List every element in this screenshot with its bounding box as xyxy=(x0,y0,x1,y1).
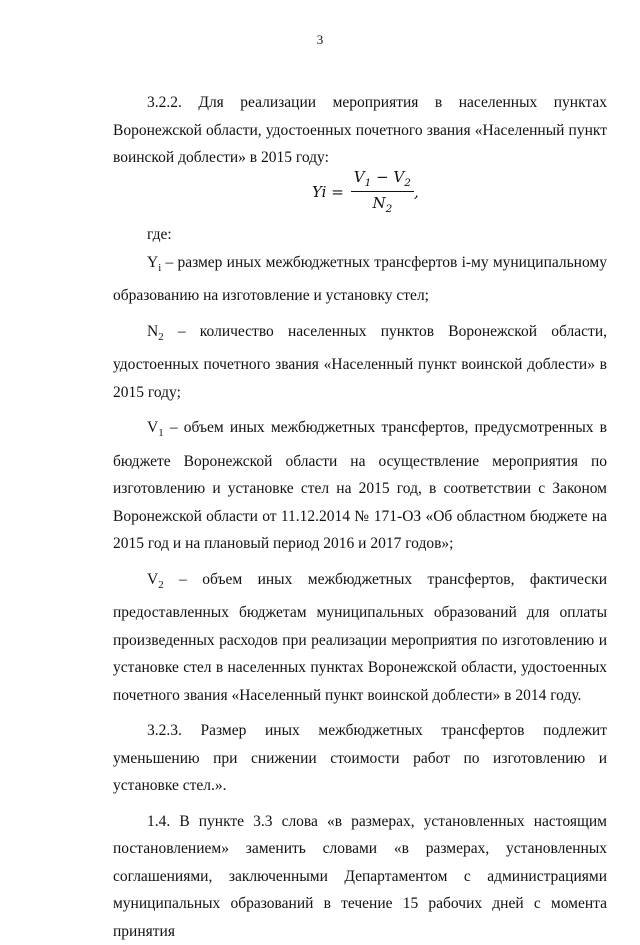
subscript: 2 xyxy=(158,578,164,591)
definition-n2 xyxy=(113,318,607,407)
operator: − xyxy=(371,168,394,186)
symbol: N xyxy=(147,322,159,340)
where-label: где: xyxy=(147,226,172,243)
subscript: 1 xyxy=(158,427,164,440)
body-text xyxy=(113,221,607,945)
definition-text: – объем иных межбюджетных трансфертов, предусмотренных в бюджете Воронежской области на осуществление мероприятия по изготовлению и установке стел на 2015 год, в соответствии с Законом Воронежской области от 11.12.2014 № 171-ОЗ «Об областном бюджете на 2015 год и на плановый период 2016 и 2017 годов»; xyxy=(113,419,607,553)
formula-fraction xyxy=(351,168,414,215)
formula-lhs: Yi = xyxy=(312,182,344,201)
subscript: 1 xyxy=(364,177,372,189)
definition-v2 xyxy=(113,566,607,710)
symbol: V xyxy=(393,168,405,186)
symbol: V xyxy=(147,570,159,588)
symbol: N xyxy=(372,194,386,212)
symbol: Y xyxy=(147,253,159,271)
subscript: i xyxy=(158,261,162,274)
definition-text: – размер иных межбюджетных трансфертов i-му муниципальному образованию на изготовление и установку стел; xyxy=(113,253,607,305)
subscript: 2 xyxy=(385,203,393,215)
section-1-4: 1.4. В пункте 3.3 слова «в размерах, установленных настоящим постановлением» заменить словами «в размерах, установленных соглашениями, заключенными Департаментом с администрациями муниципальных образований в течение 15 рабочих дней с момента принятия xyxy=(113,812,607,940)
definition-v1 xyxy=(113,414,607,558)
page-number: 3 xyxy=(316,32,324,47)
definition-text: – количество населенных пунктов Воронежской области, удостоенных почетного звания «Населенный пункт воинской доблести» в 2015 году; xyxy=(113,322,607,401)
definition-text: – объем иных межбюджетных трансфертов, фактически предоставленных бюджетам муниципальных образований для оплаты произведенных расходов при реализации мероприятия по изготовлению и установке стел в населенных пунктах Воронежской области, удостоенных почетного звания «Населенный пункт воинской доблести» в 2014 году. xyxy=(113,570,607,704)
subscript: 2 xyxy=(158,330,164,343)
formula-numerator xyxy=(351,168,414,192)
formula-denominator xyxy=(372,192,392,215)
paragraph: 3.2.2. Для реализации мероприятия в населенных пунктах Воронежской области, удостоенных почетного звания «Населенный пункт воинской доблести» в 2015 году: xyxy=(113,94,607,166)
symbol: V xyxy=(353,168,365,186)
formula xyxy=(312,168,419,215)
section-3-2-3: 3.2.3. Размер иных межбюджетных трансфертов подлежит уменьшению при снижении стоимости работ по изготовлению и установке стел.». xyxy=(113,722,607,795)
definition-yi xyxy=(113,249,607,310)
symbol: V xyxy=(147,419,159,437)
formula-tail: , xyxy=(413,182,419,201)
subscript: 2 xyxy=(404,177,411,189)
section-3-2-2-intro xyxy=(113,89,607,172)
